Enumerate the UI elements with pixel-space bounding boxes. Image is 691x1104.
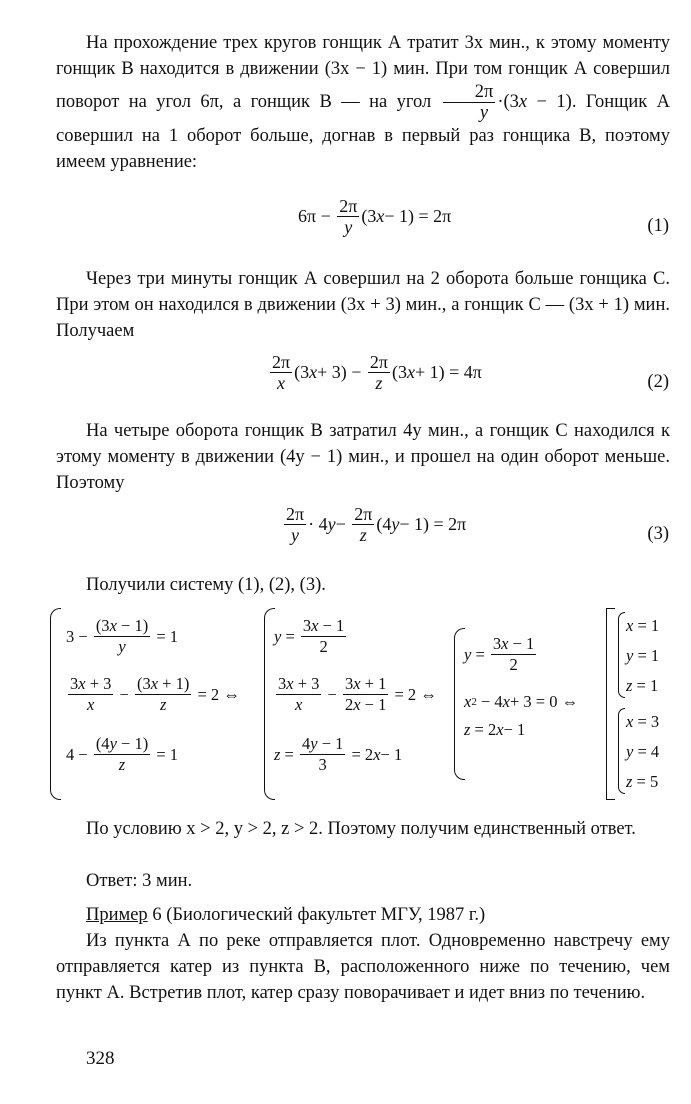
paragraph-6: Из пункта А по реке отправляется плот. Одновременно навстречу ему отправляется катер из пункта В, расположенного ниже по течению, чем пункт А. Встретив плот, катер сразу поворачивает и идет вниз по течению.	[56, 931, 670, 1003]
page-number: 328	[86, 1048, 115, 1069]
equation-1: 6π − $\frac{2\pi}{y}$ (3 x − 1) = 2π (1)	[298, 196, 669, 237]
system-3: y = $\frac{3x - 1}{2}$ x 2 − 4 x + 3 = 0 ⇔ z = 2 x − 1	[454, 608, 604, 798]
paragraph-3: На четыре оборота гонщик В затратил 4y мин., а гонщик С находился к этому моменту в движении (4y − 1) мин., и прошел на один оборот меньше. Поэтому	[56, 421, 670, 493]
inline-fraction-2pi-y: $\frac{2\pi}{y}$	[443, 82, 496, 123]
paragraph-4: Получили систему (1), (2), (3).	[86, 575, 326, 595]
equation-1-number: (1)	[647, 216, 669, 236]
example-label: Пример	[86, 905, 148, 925]
equation-3: $\frac{2\pi}{y}$ · 4 y − $\frac{2\pi}{z}$ (4 y − 1) = 2π (3)	[286, 504, 669, 545]
paragraph-1: На прохождение трех кругов гонщик А тратит 3x мин., к этому моменту гонщик В находится в движении (3x − 1) мин. При том гонщик А совершил поворот на угол 6π, а гонщик В — на угол $\frac{2\pi}{y}$ ·(3x − 1). Гонщик А совершил на 1 оборот больше, догнав в первый раз гонщика В, поэтому имеем уравнение:	[56, 33, 671, 172]
paragraph-5: По условию x > 2, y > 2, z > 2. Поэтому получим единственный ответ.	[86, 819, 636, 839]
paragraph-2: Через три минуты гонщик А совершил на 2 оборота больше гонщика С. При этом он находился в движении (3x + 3) мин., а гонщик С — (3x + 1) мин. Получаем	[56, 269, 670, 341]
solutions: x = 1 y = 1 z = 1 x = 3 y = 4 z = 5	[606, 608, 670, 798]
paragraph-1-text: На прохождение трех кругов гонщик А тратит 3x мин., к этому моменту гонщик В находится в движении (3x − 1) мин. При том гонщик А совершил поворот на угол 6π, а гонщик В — на угол	[56, 33, 670, 112]
equation-3-number: (3)	[647, 524, 669, 544]
example-source: 6 (Биологический факультет МГУ, 1987 г.)	[147, 905, 486, 925]
example-heading	[56, 902, 670, 928]
equation-2: $\frac{2\pi}{x}$ (3 x + 3) − $\frac{2\pi}{z}$ (3 x + 1) = 4π (2)	[272, 352, 669, 393]
answer-line: Ответ: 3 мин.	[86, 871, 193, 891]
equation-2-number: (2)	[647, 372, 669, 392]
paragraph-1-tail: . Гонщик А совершил на 1 оборот больше, догнав в первый раз гонщика В, поэтому имеем уравнение:	[56, 91, 671, 172]
system-2: y = $\frac{3x - 1}{2}$ $\frac{3x + 3}{x}$ − $\frac{3x + 1}{2x - 1}$ = 2 ⇔ z = $\frac{4y - 1}{3}$ = 2 x − 1	[264, 608, 454, 798]
system-1: 3 − $\frac{(3x - 1)}{y}$ = 1 $\frac{3x + 3}{x}$ − $\frac{(3x + 1)}{z}$ = 2 ⇔ 4 − $\frac{(4y - 1)}{z}$ = 1	[50, 608, 260, 798]
